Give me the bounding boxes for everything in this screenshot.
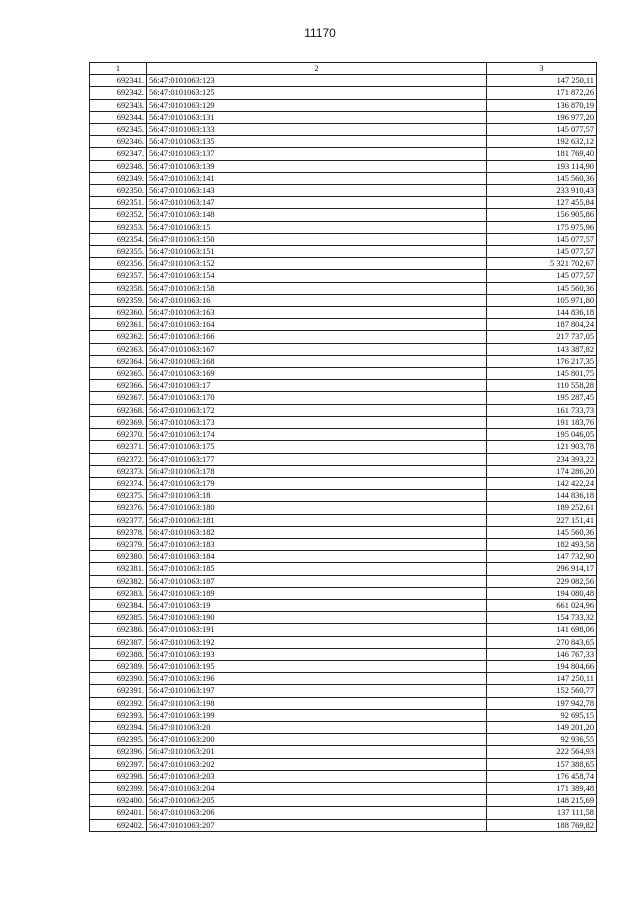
table-row [90,429,597,441]
cadastral-value-cell: 195 287,45 [487,392,597,404]
cadastral-value-cell: 127 455,84 [487,197,597,209]
table-row [90,185,597,197]
row-number-cell: 692400. [90,795,147,807]
cadastral-number-cell: 56:47:0101063:158 [147,282,487,294]
cadastral-number-cell: 56:47:0101063:16 [147,294,487,306]
cadastral-value-cell: 222 564,93 [487,746,597,758]
row-number-cell: 692394. [90,721,147,733]
cadastral-value-cell: 227 151,41 [487,514,597,526]
cadastral-value-cell: 187 804,24 [487,319,597,331]
cadastral-value-cell: 147 250,11 [487,75,597,87]
row-number-cell: 692386. [90,624,147,636]
cadastral-value-cell: 145 801,75 [487,368,597,380]
row-number-cell: 692357. [90,270,147,282]
cadastral-value-cell: 196 977,20 [487,111,597,123]
row-number-cell: 692383. [90,587,147,599]
cadastral-value-cell: 217 737,05 [487,331,597,343]
table-row [90,368,597,380]
row-number-cell: 692360. [90,307,147,319]
cadastral-value-cell: 174 286,20 [487,465,597,477]
row-number-cell: 692381. [90,563,147,575]
cadastral-value-cell: 149 201,20 [487,721,597,733]
row-number-cell: 692348. [90,160,147,172]
cadastral-value-cell: 147 250,11 [487,673,597,685]
table-row [90,172,597,184]
row-number-cell: 692393. [90,709,147,721]
cadastral-number-cell: 56:47:0101063:178 [147,465,487,477]
cadastral-value-cell: 192 632,12 [487,136,597,148]
row-number-cell: 692372. [90,453,147,465]
table-row [90,477,597,489]
table-row [90,721,597,733]
table-row [90,136,597,148]
cadastral-number-cell: 56:47:0101063:15 [147,221,487,233]
table-row [90,660,597,672]
cadastral-value-cell: 229 082,56 [487,575,597,587]
row-number-cell: 692382. [90,575,147,587]
cadastral-number-cell: 56:47:0101063:133 [147,124,487,136]
table-row [90,416,597,428]
table-row [90,795,597,807]
row-number-cell: 692377. [90,514,147,526]
cadastral-value-cell: 197 942,78 [487,697,597,709]
cadastral-value-cell: 121 903,78 [487,441,597,453]
table-row [90,87,597,99]
table-row [90,148,597,160]
table-row [90,648,597,660]
row-number-cell: 692371. [90,441,147,453]
table-row [90,551,597,563]
cadastral-value-cell: 181 769,40 [487,148,597,160]
cadastral-value-cell: 193 114,90 [487,160,597,172]
row-number-cell: 692390. [90,673,147,685]
cadastral-value-cell: 141 698,06 [487,624,597,636]
table-row [90,233,597,245]
row-number-cell: 692388. [90,648,147,660]
table-row [90,197,597,209]
row-number-cell: 692376. [90,502,147,514]
cadastral-value-cell: 161 733,73 [487,404,597,416]
cadastral-number-cell: 56:47:0101063:148 [147,209,487,221]
cadastral-number-cell: 56:47:0101063:193 [147,648,487,660]
table-header-row [90,63,597,75]
cadastral-number-cell: 56:47:0101063:189 [147,587,487,599]
cadastral-value-cell: 148 215,69 [487,795,597,807]
row-number-cell: 692351. [90,197,147,209]
row-number-cell: 692362. [90,331,147,343]
table-row [90,575,597,587]
cadastral-number-cell: 56:47:0101063:154 [147,270,487,282]
cadastral-number-cell: 56:47:0101063:19 [147,599,487,611]
table-row [90,355,597,367]
row-number-cell: 692341. [90,75,147,87]
cadastral-number-cell: 56:47:0101063:177 [147,453,487,465]
row-number-cell: 692395. [90,734,147,746]
table-row [90,636,597,648]
cadastral-number-cell: 56:47:0101063:125 [147,87,487,99]
cadastral-number-cell: 56:47:0101063:17 [147,380,487,392]
cadastral-value-cell: 176 217,35 [487,355,597,367]
cadastral-number-cell: 56:47:0101063:199 [147,709,487,721]
cadastral-number-cell: 56:47:0101063:135 [147,136,487,148]
table-body [90,75,597,832]
cadastral-number-cell: 56:47:0101063:152 [147,258,487,270]
cadastral-number-cell: 56:47:0101063:151 [147,246,487,258]
table-row [90,624,597,636]
cadastral-number-cell: 56:47:0101063:202 [147,758,487,770]
row-number-cell: 692359. [90,294,147,306]
cadastral-number-cell: 56:47:0101063:173 [147,416,487,428]
cadastral-number-cell: 56:47:0101063:184 [147,551,487,563]
cadastral-number-cell: 56:47:0101063:179 [147,477,487,489]
table-row [90,404,597,416]
cadastral-value-cell: 182 493,58 [487,538,597,550]
row-number-cell: 692352. [90,209,147,221]
row-number-cell: 692365. [90,368,147,380]
row-number-cell: 692385. [90,612,147,624]
cadastral-value-cell: 171 872,26 [487,87,597,99]
cadastral-value-cell: 143 387,82 [487,343,597,355]
row-number-cell: 692355. [90,246,147,258]
table-row [90,392,597,404]
cadastral-number-cell: 56:47:0101063:192 [147,636,487,648]
cadastral-number-cell: 56:47:0101063:129 [147,99,487,111]
row-number-cell: 692350. [90,185,147,197]
row-number-cell: 692398. [90,770,147,782]
table-row [90,111,597,123]
table-row [90,526,597,538]
cadastral-value-cell: 145 560,36 [487,172,597,184]
cadastral-number-cell: 56:47:0101063:137 [147,148,487,160]
row-number-cell: 692353. [90,221,147,233]
table-row [90,331,597,343]
table-row [90,490,597,502]
cadastral-value-cell: 296 914,17 [487,563,597,575]
cadastral-value-cell: 110 558,28 [487,380,597,392]
table-row [90,770,597,782]
row-number-cell: 692379. [90,538,147,550]
row-number-cell: 692346. [90,136,147,148]
cadastral-value-cell: 146 767,33 [487,648,597,660]
table-row [90,343,597,355]
row-number-cell: 692342. [90,87,147,99]
table-row [90,441,597,453]
cadastral-value-cell: 147 732,90 [487,551,597,563]
cadastral-number-cell: 56:47:0101063:180 [147,502,487,514]
row-number-cell: 692375. [90,490,147,502]
cadastral-value-cell: 188 769,82 [487,819,597,831]
row-number-cell: 692384. [90,599,147,611]
cadastral-number-cell: 56:47:0101063:174 [147,429,487,441]
cadastral-value-cell: 144 836,18 [487,307,597,319]
table-row [90,270,597,282]
row-number-cell: 692354. [90,233,147,245]
cadastral-value-cell: 194 080,48 [487,587,597,599]
cadastral-value-cell: 157 388,65 [487,758,597,770]
row-number-cell: 692402. [90,819,147,831]
cadastral-value-cell: 270 843,65 [487,636,597,648]
row-number-cell: 692363. [90,343,147,355]
cadastral-value-cell: 5 321 702,67 [487,258,597,270]
cadastral-number-cell: 56:47:0101063:131 [147,111,487,123]
row-number-cell: 692399. [90,782,147,794]
row-number-cell: 692374. [90,477,147,489]
cadastral-number-cell: 56:47:0101063:187 [147,575,487,587]
cadastral-number-cell: 56:47:0101063:20 [147,721,487,733]
cadastral-value-cell: 144 836,18 [487,490,597,502]
table-row [90,685,597,697]
row-number-cell: 692401. [90,807,147,819]
cadastral-value-cell: 136 870,19 [487,99,597,111]
cadastral-value-cell: 233 910,43 [487,185,597,197]
cadastral-number-cell: 56:47:0101063:18 [147,490,487,502]
cadastral-number-cell: 56:47:0101063:203 [147,770,487,782]
cadastral-value-cell: 145 077,57 [487,246,597,258]
row-number-cell: 692370. [90,429,147,441]
cadastral-value-cell: 175 975,96 [487,221,597,233]
row-number-cell: 692397. [90,758,147,770]
cadastral-number-cell: 56:47:0101063:185 [147,563,487,575]
cadastral-value-cell: 195 046,05 [487,429,597,441]
cadastral-number-cell: 56:47:0101063:172 [147,404,487,416]
row-number-cell: 692373. [90,465,147,477]
cadastral-value-cell: 194 804,66 [487,660,597,672]
row-number-cell: 692380. [90,551,147,563]
cadastral-number-cell: 56:47:0101063:147 [147,197,487,209]
cadastral-number-cell: 56:47:0101063:168 [147,355,487,367]
cadastral-value-cell: 92 936,55 [487,734,597,746]
cadastral-number-cell: 56:47:0101063:201 [147,746,487,758]
table-row [90,453,597,465]
table-row [90,514,597,526]
row-number-cell: 692368. [90,404,147,416]
table-row [90,258,597,270]
cadastral-number-cell: 56:47:0101063:141 [147,172,487,184]
table-row [90,746,597,758]
cadastral-number-cell: 56:47:0101063:123 [147,75,487,87]
row-number-cell: 692347. [90,148,147,160]
row-number-cell: 692364. [90,355,147,367]
cadastral-number-cell: 56:47:0101063:163 [147,307,487,319]
table-row [90,209,597,221]
table-row [90,819,597,831]
table-row [90,380,597,392]
row-number-cell: 692344. [90,111,147,123]
table-row [90,599,597,611]
table-row [90,782,597,794]
cadastral-number-cell: 56:47:0101063:182 [147,526,487,538]
cadastral-number-cell: 56:47:0101063:198 [147,697,487,709]
cadastral-number-cell: 56:47:0101063:197 [147,685,487,697]
table-row [90,673,597,685]
row-number-cell: 692396. [90,746,147,758]
cadastral-value-cell: 145 077,57 [487,233,597,245]
row-number-cell: 692387. [90,636,147,648]
table-row [90,294,597,306]
table-row [90,563,597,575]
cadastral-value-cell: 142 422,24 [487,477,597,489]
column-header-3: 3 [487,63,597,75]
cadastral-value-cell: 156 905,86 [487,209,597,221]
cadastral-number-cell: 56:47:0101063:191 [147,624,487,636]
cadastral-number-cell: 56:47:0101063:169 [147,368,487,380]
row-number-cell: 692361. [90,319,147,331]
cadastral-number-cell: 56:47:0101063:204 [147,782,487,794]
cadastral-number-cell: 56:47:0101063:206 [147,807,487,819]
table-row [90,697,597,709]
table-row [90,587,597,599]
row-number-cell: 692369. [90,416,147,428]
cadastral-number-cell: 56:47:0101063:200 [147,734,487,746]
cadastral-number-cell: 56:47:0101063:150 [147,233,487,245]
cadastral-number-cell: 56:47:0101063:166 [147,331,487,343]
cadastral-number-cell: 56:47:0101063:195 [147,660,487,672]
table-row [90,75,597,87]
cadastral-number-cell: 56:47:0101063:205 [147,795,487,807]
table-row [90,807,597,819]
cadastral-value-cell: 234 393,22 [487,453,597,465]
row-number-cell: 692358. [90,282,147,294]
cadastral-value-cell: 145 077,57 [487,270,597,282]
cadastral-number-cell: 56:47:0101063:196 [147,673,487,685]
row-number-cell: 692349. [90,172,147,184]
table-row [90,99,597,111]
table-row [90,538,597,550]
column-header-2: 2 [147,63,487,75]
cadastral-value-cell: 145 560,36 [487,282,597,294]
cadastral-number-cell: 56:47:0101063:190 [147,612,487,624]
table-row [90,612,597,624]
cadastral-value-cell: 171 389,48 [487,782,597,794]
row-number-cell: 692392. [90,697,147,709]
table-row [90,160,597,172]
cadastral-number-cell: 56:47:0101063:175 [147,441,487,453]
cadastral-number-cell: 56:47:0101063:170 [147,392,487,404]
column-header-1: 1 [90,63,147,75]
table-row [90,758,597,770]
table-row [90,307,597,319]
row-number-cell: 692343. [90,99,147,111]
cadastral-value-cell: 189 252,61 [487,502,597,514]
cadastral-value-cell: 191 183,76 [487,416,597,428]
cadastral-value-table [89,62,597,832]
cadastral-value-cell: 145 077,57 [487,124,597,136]
cadastral-value-cell: 105 971,80 [487,294,597,306]
table-row [90,124,597,136]
cadastral-value-cell: 152 560,77 [487,685,597,697]
table-row [90,319,597,331]
table-row [90,246,597,258]
cadastral-number-cell: 56:47:0101063:183 [147,538,487,550]
table-row [90,282,597,294]
row-number-cell: 692378. [90,526,147,538]
row-number-cell: 692367. [90,392,147,404]
table-row [90,465,597,477]
cadastral-number-cell: 56:47:0101063:139 [147,160,487,172]
row-number-cell: 692389. [90,660,147,672]
cadastral-value-cell: 137 111,58 [487,807,597,819]
cadastral-number-cell: 56:47:0101063:207 [147,819,487,831]
cadastral-number-cell: 56:47:0101063:167 [147,343,487,355]
row-number-cell: 692366. [90,380,147,392]
cadastral-value-cell: 661 024,96 [487,599,597,611]
cadastral-value-cell: 92 695,15 [487,709,597,721]
page-number: 11170 [304,26,336,40]
table-row [90,734,597,746]
cadastral-value-cell: 145 560,36 [487,526,597,538]
table-row [90,502,597,514]
cadastral-number-cell: 56:47:0101063:143 [147,185,487,197]
cadastral-value-cell: 176 458,74 [487,770,597,782]
row-number-cell: 692345. [90,124,147,136]
table-row [90,221,597,233]
cadastral-value-cell: 154 733,32 [487,612,597,624]
row-number-cell: 692356. [90,258,147,270]
table-row [90,709,597,721]
cadastral-number-cell: 56:47:0101063:164 [147,319,487,331]
cadastral-number-cell: 56:47:0101063:181 [147,514,487,526]
row-number-cell: 692391. [90,685,147,697]
